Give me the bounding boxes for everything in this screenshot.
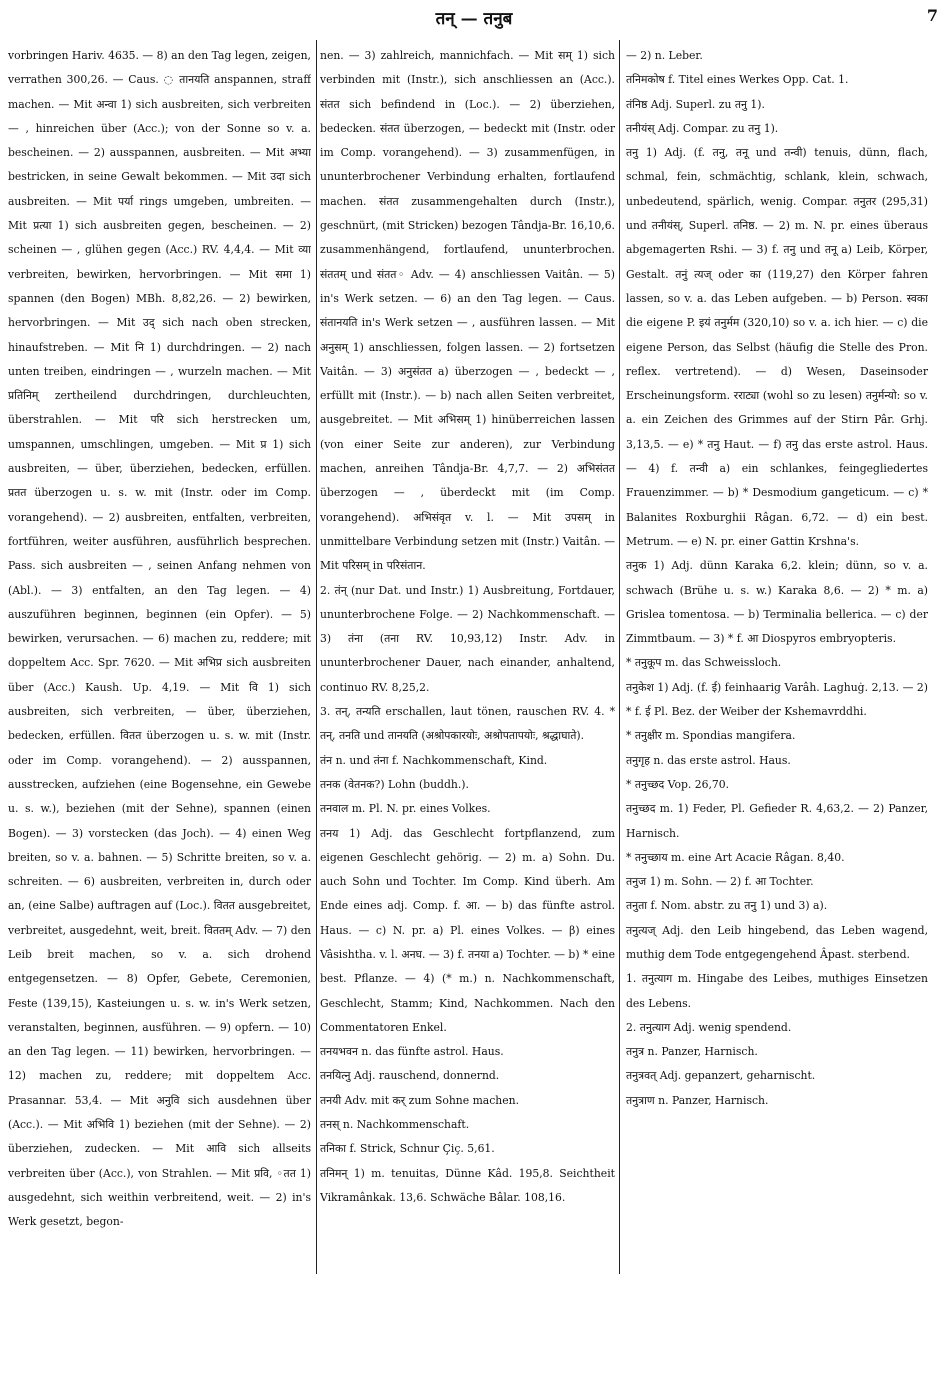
- column-3: [626, 44, 928, 1276]
- entry-paragraph: तनिमकोष f. Titel eines Werkes Opp. Cat. 1.: [626, 73, 849, 87]
- column-divider: [316, 40, 317, 1274]
- entry-paragraph: तनु 1) Adj. (f. तनु, तनू und तन्वी) tenuis, dünn, flach, schmal, fein, schmächtig, schlank, klein, schwach, unbedeutend, spärlich, wenig. Compar. तनुतर (295,31) und तनीयंस्, Superl. तनिष्ठ. — 2) m. N. pr. eines überaus abgemagerten Rshi. — 3) f. तनु und तनू a) Leib, Körper, Gestalt. तनुं त्यज् oder का (119,27) den Körper fahren lassen, so v. a. das Leben aufgeben. — b) Person. स्वका die eigene P. इयं तनुर्मम (320,10) so v. a. ich hier. — c) die eigene Person, das Selbst (häufig die Stelle des Pron. reflex. vertretend). — d) Wesen, Daseinsoder Erscheinungsform. रराट्या (wohl so zu lesen) तनुर्मन्यो: so v. a. ein Zeichen des Grimmes auf der Stirn Pâr. Grhj. 3,13,5. — e) * तनु Haut. — f) तनु das erste astrol. Haus. — 4) f. तन्वी a) ein schlankes, feingegliedertes Frauenzimmer. — b) * Desmodium gangeticum. — c) * Balanites Roxburghii Râgan. 6,72. — d) ein best. Metrum. — e) N. pr. einer Gattin Krshna's.: [626, 146, 928, 548]
- column-divider: [619, 40, 620, 1274]
- entry-paragraph: तंन n. und तंना f. Nachkommenschaft, Kind.: [320, 753, 548, 767]
- entry-paragraph: — 2) n. Leber.: [626, 49, 703, 62]
- entry-paragraph: तंनिष्ठ Adj. Superl. zu तनु 1).: [626, 97, 765, 111]
- entry-paragraph: तनुत्राण n. Panzer, Harnisch.: [626, 1093, 769, 1107]
- entry-paragraph: * तनुच्छद Vop. 26,70.: [626, 777, 730, 791]
- entry-paragraph: 2. तनुत्याग Adj. wenig spendend.: [626, 1020, 792, 1034]
- entry-paragraph: तनयभवन n. das fünfte astrol. Haus.: [320, 1045, 504, 1059]
- entry-paragraph: * तनुकूप m. das Schweissloch.: [626, 656, 782, 670]
- entry-paragraph: तनुगृह n. das erste astrol. Haus.: [626, 753, 791, 767]
- entry-paragraph: vorbringen Hariv. 4635. — 8) an den Tag legen, zeigen, verrathen 300,26. — Caus. ◌ तानयति anspannen, straff machen. — Mit अन्वा 1) sich ausbreiten, sich verbreiten — , hinreichen über (Acc.); von der Sonne so v. a. bescheinen. — 2) ausspannen, ausbreiten. — Mit अभ्या bestricken, in seine Gewalt bekommen. — Mit उदा sich ausbreiten. — Mit पर्या rings umgeben, umbreiten. — Mit प्रत्या 1) sich ausbreiten gegen, bescheinen. — 2) scheinen — , glühen gegen (Acc.) RV. 4,4,4. — Mit व्या verbreiten, bewirken, hervorbringen. — Mit समा 1) spannen (den Bogen) MBh. 8,82,26. — 2) bewirken, hervorbringen. — Mit उद् sich nach oben strecken, hinaufstreben. — Mit नि 1) durchdringen. — 2) nach unten treiben, eindringen — , wurzeln machen. — Mit प्रतिनिम् zertheilend durchdringen, durchleuchten, überstrahlen. — Mit परि sich herstrecken um, umspannen, umschlingen, umgeben. — Mit प्र 1) sich ausbreiten, — über, überziehen, bedecken, erfüllen. प्रतत überzogen u. s. w. mit (Instr. oder im Comp. vorangehend). — 2) ausbreiten, entfalten, verbreiten, fortführen, weiter ausführen, ausführlich besprechen. Pass. sich ausbreiten — , seinen Anfang nehmen von (Abl.). — 3) entfalten, an den Tag legen. — 4) auszuführen beginnen, beginnen (ein Opfer). — 5) bewirken, verursachen. — 6) machen zu, reddere; mit doppeltem Acc. Spr. 7620. — Mit अभिप्र sich ausbreiten über (Acc.) Kaush. Up. 4,19. — Mit वि 1) sich ausbreiten, sich verbreiten, — über, überziehen, bedecken, erfüllen. वितत überzogen u. s. w. mit (Instr. oder im Comp. vorangehend). — 2) ausspannen, ausstrecken, aufziehen (eine Bogensehne, ein Gewebe u. s. w.), beziehen (mit der Sehne), spannen (einen Bogen). — 3) vorstecken (das Joch). — 4) einen Weg breiten, so v. a. bahnen. — 5) Schritte breiten, so v. a. schreiten. — 6) ausbreiten, verbreiten in, durch oder an, (eine Salbe) auftragen auf (Loc.). वितत ausgebreitet, verbreitet, ausgedehnt, weit, breit. विततम् Adv. — 7) den Leib breit machen, so v. a. sich drohend entgegensetzen. — 8) Opfer, Gebete, Ceremonien, Feste (139,15), Kasteiungen u. s. w. in's Werk setzen, veranstalten, beginnen, ausführen. — 9) opfern. — 10) an den Tag legen. — 11) bewirken, hervorbringen. — 12) machen zu, reddere; mit doppeltem Acc. Prasannar. 53,4. — Mit अनुवि sich ausdehnen über (Acc.). — Mit अभिवि 1) beziehen (mit der Sehne). — 2) überziehen, zudecken. — Mit आवि sich allseits verbreiten über (Acc.), von Strahlen. — Mit प्रवि, ◦तत 1) ausgedehnt, sich weithin verbreitend, weit. — 2) in's Werk gesetzt, begon-: [8, 49, 311, 1229]
- column-2: [320, 44, 615, 1276]
- entry-paragraph: तनुत्यज् Adj. den Leib hingebend, das Leben wagend, muthig dem Tode entgegengehend Âpast. sterbend.: [626, 923, 928, 961]
- entry-paragraph: तनवाल m. Pl. N. pr. eines Volkes.: [320, 802, 491, 816]
- page-header: [0, 6, 948, 30]
- entry-paragraph: 3. तन्, तन्यति erschallen, laut tönen, rauschen RV. 4. * तन्, तनति und तानयति (अश्रोपकारयोः, अश्रोपतापयोः, श्रद्धाघाते).: [320, 705, 615, 743]
- entry-paragraph: तनुत्र n. Panzer, Harnisch.: [626, 1045, 758, 1059]
- running-head: तन् — तनुब: [435, 9, 513, 29]
- entry-paragraph: * तनुच्छाय m. eine Art Acacie Râgan. 8,40.: [626, 850, 845, 864]
- entry-paragraph: तनुक 1) Adj. dünn Karaka 6,2. klein; dünn, so v. a. schwach (Brühe u. s. w.) Karaka 8,6. — 2) * m. a) Grislea tomentosa. — b) Terminalia bellerica. — c) der Zimmtbaum. — 3) * f. आ Diospyros embryopteris.: [626, 559, 928, 646]
- entry-paragraph: तनुच्छद m. 1) Feder, Pl. Gefieder R. 4,63,2. — 2) Panzer, Harnisch.: [626, 802, 928, 840]
- entry-paragraph: तनिका f. Strick, Schnur Çiç. 5,61.: [320, 1142, 495, 1156]
- entry-paragraph: nen. — 3) zahlreich, mannichfach. — Mit सम् 1) sich verbinden mit (Instr.), sich anschliessen an (Acc.). संतत sich befindend in (Loc.). — 2) überziehen, bedecken. संतत überzogen, — bedeckt mit (Instr. oder im Comp. vorangehend). — 3) zusammenfügen, in ununterbrochener Verbindung erhalten, fortlaufend machen. संतत zusammengehalten durch (Instr.), geschnürt, (mit Stricken) bezogen Tândja-Br. 16,10,6. zusammenhängend, fortlaufend, ununterbrochen. संततम् und संतत◦ Adv. — 4) anschliessen Vaitân. — 5) in's Werk setzen. — 6) an den Tag legen. — Caus. संतानयति in's Werk setzen — , ausführen lassen. — Mit अनुसम् 1) anschliessen, folgen lassen. — 2) fortsetzen Vaitân. — 3) अनुसंतत a) überzogen — , bedeckt — , erfüllt mit (Instr.). — b) nach allen Seiten verbreitet, ausgebreitet. — Mit अभिसम् 1) hinüberreichen lassen (von einer Seite zur anderen), zur Verbindung machen, anreihen Tândja-Br. 4,7,7. — 2) अभिसंतत überzogen — , überdeckt mit (im Comp. vorangehend). अभिसंवृत v. l. — Mit उपसम् in unmittelbare Verbindung setzen mit (Instr.) Vaitân. — Mit परिसम् in परिसंतान.: [320, 49, 615, 573]
- entry-paragraph: तनस् n. Nachkommenschaft.: [320, 1118, 470, 1132]
- entry-paragraph: तनुकेश 1) Adj. (f. ई) feinhaarig Varâh. Laghuġ. 2,13. — 2) * f. ई Pl. Bez. der Weiber der Kshemavrddhi.: [626, 680, 928, 719]
- entry-paragraph: तनुत्रवत् Adj. gepanzert, geharnischt.: [626, 1069, 816, 1083]
- entry-paragraph: 1. तनुत्याग m. Hingabe des Leibes, muthiges Einsetzen des Lebens.: [626, 972, 928, 1010]
- entry-paragraph: तनुता f. Nom. abstr. zu तनु 1) und 3) a).: [626, 899, 828, 913]
- entry-paragraph: तनक (वेतनक?) Lohn (buddh.).: [320, 777, 469, 791]
- entry-paragraph: तनिमन् 1) m. tenuitas, Dünne Kâd. 195,8. Seichtheit Vikramânkak. 13,6. Schwäche Bâlar. 108,16.: [320, 1166, 615, 1204]
- entry-paragraph: तनयी Adv. mit कर् zum Sohne machen.: [320, 1093, 520, 1107]
- entry-paragraph: तनयित्नु Adj. rauschend, donnernd.: [320, 1069, 500, 1083]
- entry-paragraph: * तनुक्षीर m. Spondias mangifera.: [626, 729, 796, 743]
- entry-paragraph: 2. तंन् (nur Dat. und Instr.) 1) Ausbreitung, Fortdauer, ununterbrochene Folge. — 2) Nachkommenschaft. — 3) तंना (तना RV. 10,93,12) Instr. Adv. in ununterbrochener Dauer, nach einander, anhaltend, continuo RV. 8,25,2.: [320, 583, 615, 694]
- entry-paragraph: तनय 1) Adj. das Geschlecht fortpflanzend, zum eigenen Geschlecht gehörig. — 2) m. a) Sohn. Du. auch Sohn und Tochter. Im Comp. Kind überh. Am Ende eines adj. Comp. f. आ. — b) das fünfte astrol. Haus. — c) N. pr. a) Pl. eines Volkes. — β) eines Vâsishtha. v. l. अनघ. — 3) f. तनया a) Tochter. — b) * eine best. Pflanze. — 4) (* m.) n. Nachkommenschaft, Geschlecht, Stamm; Kind, Nachkommen. Nach den Commentatoren Enkel.: [320, 826, 615, 1034]
- entry-paragraph: तनुज 1) m. Sohn. — 2) f. आ Tochter.: [626, 875, 814, 889]
- column-1: [8, 44, 311, 1276]
- entry-paragraph: तनीयंस् Adj. Compar. zu तनु 1).: [626, 121, 779, 135]
- page-number: 7: [926, 6, 938, 25]
